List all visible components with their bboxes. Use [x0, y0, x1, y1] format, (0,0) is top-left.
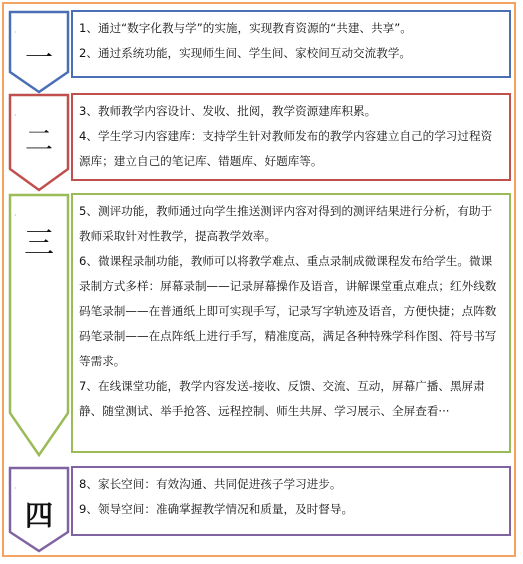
section-4-numeral: 四 — [24, 499, 53, 532]
section-2-marker: · — [14, 111, 17, 120]
section-4-text-box — [71, 466, 511, 536]
section-3-text-box — [71, 193, 511, 453]
section-3-numeral: 三 — [24, 226, 54, 261]
item-2: 2、通过系统功能，实现师生间、学生间、家校间互动交流教学。 — [79, 46, 412, 60]
section-1-marker: · — [14, 28, 17, 37]
item-8: 8、家长空间：有效沟通、共同促进孩子学习进步。 — [79, 477, 342, 491]
item-9: 9、领导空间：准确掌握教学情况和质量，及时督导。 — [79, 502, 354, 516]
item-3: 3、教师教学内容设计、发收、批阅，教学资源建库积累。 — [79, 104, 377, 118]
section-1-text-box — [71, 10, 511, 78]
section-1-numeral: 一 — [24, 41, 53, 74]
item-5: 5、测评功能，教师通过向学生推送测评内容对得到的测评结果进行分析，有助于教师采取针对性教学，提高教学效率。 — [79, 204, 493, 243]
item-6: 6、微课程录制功能，教师可以将教学难点、重点录制成微课程发布给学生。微课录制方式多样：屏幕录制——记录屏幕操作及语音，讲解课堂重点难点；红外线数码笔录制——在普通纸上即可实现手写，记录写字轨迹及语音，方便快捷；点阵数码笔录制——在点阵纸上进行手写，精准度高，满足各种特殊学科作图、符号书写等需求。 — [79, 254, 497, 368]
item-1: 1、通过“数字化教与学”的实施，实现教育资源的“共建、共享”。 — [79, 21, 412, 35]
section-3-marker: · — [14, 211, 17, 220]
section-4-marker: · — [14, 484, 17, 493]
item-4: 4、学生学习内容建库：支持学生针对教师发布的教学内容建立自己的学习过程资源库；建立自己的笔记库、错题库、好题库等。 — [79, 129, 493, 168]
section-2-numeral: 二 — [24, 124, 53, 157]
item-7: 7、在线课堂功能，教学内容发送-接收、反馈、交流、互动，屏幕广播、黑屏肃静、随堂测试、举手抢答、远程控制、师生共屏、学习展示、全屏查看··· — [79, 379, 485, 418]
section-2-text-box — [71, 93, 511, 181]
